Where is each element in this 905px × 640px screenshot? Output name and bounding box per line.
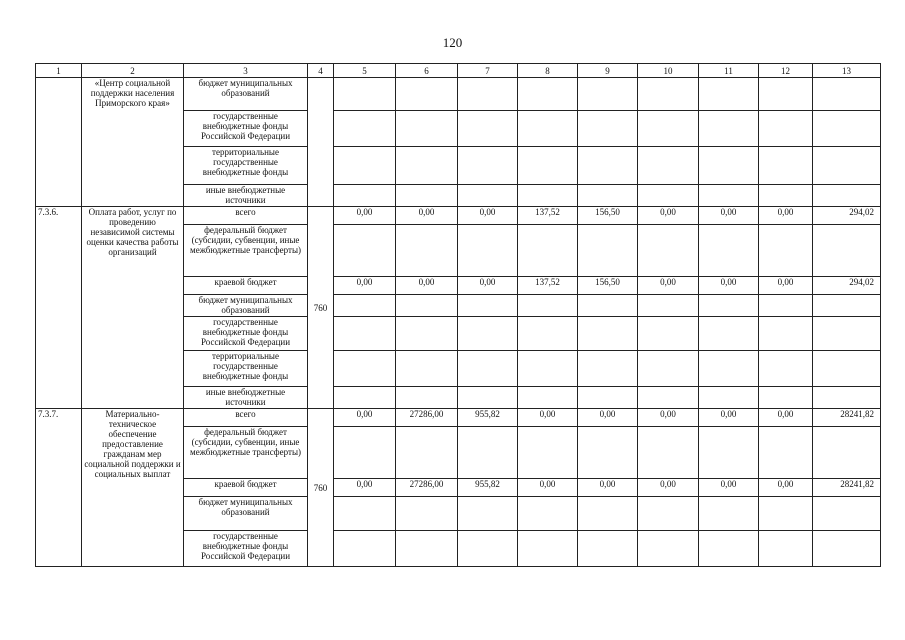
value-cell — [334, 317, 396, 351]
value-cell — [458, 185, 518, 207]
value-cell — [396, 78, 458, 111]
value-cell — [759, 185, 813, 207]
value-cell — [518, 185, 578, 207]
value-cell — [759, 225, 813, 277]
value-cell — [759, 111, 813, 147]
value-cell — [813, 295, 881, 317]
value-cell — [578, 111, 638, 147]
column-number: 5 — [334, 64, 396, 78]
funding-source-cell: федеральный бюджет (субсидии, субвенции, иные межбюджетные трансферты) — [184, 427, 308, 479]
funding-source-cell: иные внебюджетные источники — [184, 185, 308, 207]
funding-source-cell: государственные внебюджетные фонды Российской Федерации — [184, 111, 308, 147]
value-cell — [813, 185, 881, 207]
column-number: 4 — [308, 64, 334, 78]
value-cell — [578, 497, 638, 531]
value-cell — [638, 147, 699, 185]
value-cell — [396, 497, 458, 531]
value-cell — [759, 295, 813, 317]
value-cell — [699, 78, 759, 111]
item-code-cell: 7.3.6. — [36, 207, 82, 409]
value-cell — [518, 351, 578, 387]
value-cell — [699, 317, 759, 351]
value-cell — [638, 427, 699, 479]
value-cell: 0,00 — [759, 479, 813, 497]
value-cell — [638, 497, 699, 531]
value-cell — [458, 147, 518, 185]
value-cell — [759, 317, 813, 351]
column-number: 13 — [813, 64, 881, 78]
funding-source-cell: федеральный бюджет (субсидии, субвенции, иные межбюджетные трансферты) — [184, 225, 308, 277]
value-cell — [813, 351, 881, 387]
budget-table — [35, 63, 881, 567]
value-cell — [458, 531, 518, 567]
value-cell — [759, 497, 813, 531]
column-number: 11 — [699, 64, 759, 78]
value-cell — [638, 225, 699, 277]
value-cell — [638, 111, 699, 147]
value-cell — [638, 78, 699, 111]
value-cell — [813, 531, 881, 567]
value-cell — [699, 111, 759, 147]
value-cell — [759, 387, 813, 409]
value-cell — [458, 78, 518, 111]
value-cell — [458, 497, 518, 531]
value-cell — [396, 295, 458, 317]
value-cell: 294,02 — [813, 207, 881, 225]
value-cell — [334, 78, 396, 111]
value-cell — [699, 351, 759, 387]
value-cell — [458, 317, 518, 351]
value-cell — [518, 295, 578, 317]
value-cell — [638, 531, 699, 567]
value-cell — [578, 147, 638, 185]
value-cell — [458, 387, 518, 409]
value-cell — [699, 225, 759, 277]
value-cell — [334, 225, 396, 277]
value-cell — [396, 147, 458, 185]
value-cell — [518, 225, 578, 277]
value-cell: 137,52 — [518, 207, 578, 225]
value-cell: 27286,00 — [396, 409, 458, 427]
value-cell — [813, 497, 881, 531]
value-cell: 0,00 — [334, 277, 396, 295]
value-cell: 0,00 — [334, 409, 396, 427]
value-cell — [396, 427, 458, 479]
value-cell: 0,00 — [396, 207, 458, 225]
value-cell: 0,00 — [458, 207, 518, 225]
value-cell — [578, 531, 638, 567]
column-number-row — [36, 64, 881, 78]
value-cell: 294,02 — [813, 277, 881, 295]
column-number: 1 — [36, 64, 82, 78]
value-cell: 28241,82 — [813, 479, 881, 497]
value-cell — [699, 185, 759, 207]
value-cell: 27286,00 — [396, 479, 458, 497]
value-cell — [578, 185, 638, 207]
funding-source-cell: бюджет муниципальных образований — [184, 78, 308, 111]
item-name-cell: Оплата работ, услуг по проведению независимой системы оценки качества работы организаций — [82, 207, 184, 409]
value-cell: 0,00 — [458, 277, 518, 295]
value-cell — [518, 111, 578, 147]
value-cell — [458, 295, 518, 317]
value-cell — [396, 111, 458, 147]
value-cell — [396, 387, 458, 409]
value-cell — [638, 387, 699, 409]
value-cell — [699, 147, 759, 185]
kbk-cell: 760 — [308, 207, 334, 409]
value-cell — [699, 531, 759, 567]
value-cell: 0,00 — [638, 277, 699, 295]
value-cell — [578, 295, 638, 317]
value-cell — [518, 147, 578, 185]
funding-source-cell: государственные внебюджетные фонды Российской Федерации — [184, 531, 308, 567]
value-cell — [813, 225, 881, 277]
value-cell — [578, 387, 638, 409]
funding-source-cell: всего — [184, 207, 308, 225]
value-cell: 0,00 — [518, 479, 578, 497]
column-number: 8 — [518, 64, 578, 78]
value-cell — [759, 78, 813, 111]
table-row — [36, 78, 881, 111]
funding-source-cell: бюджет муниципальных образований — [184, 497, 308, 531]
value-cell: 137,52 — [518, 277, 578, 295]
value-cell — [813, 317, 881, 351]
value-cell — [699, 497, 759, 531]
value-cell — [518, 78, 578, 111]
table-row — [36, 409, 881, 427]
value-cell — [518, 427, 578, 479]
column-number: 2 — [82, 64, 184, 78]
value-cell: 156,50 — [578, 207, 638, 225]
funding-source-cell: бюджет муниципальных образований — [184, 295, 308, 317]
value-cell — [334, 497, 396, 531]
value-cell: 0,00 — [396, 277, 458, 295]
page-number: 120 — [442, 35, 463, 50]
value-cell: 0,00 — [334, 479, 396, 497]
value-cell — [518, 317, 578, 351]
kbk-cell: 760 — [308, 409, 334, 567]
value-cell — [458, 225, 518, 277]
item-name-cell: «Центр социальной поддержки населения Приморского края» — [82, 78, 184, 207]
value-cell: 0,00 — [638, 479, 699, 497]
column-number: 10 — [638, 64, 699, 78]
value-cell: 0,00 — [699, 479, 759, 497]
value-cell — [638, 351, 699, 387]
column-number: 6 — [396, 64, 458, 78]
value-cell — [813, 427, 881, 479]
value-cell: 955,82 — [458, 479, 518, 497]
value-cell — [334, 531, 396, 567]
value-cell: 0,00 — [334, 207, 396, 225]
value-cell — [458, 351, 518, 387]
column-number: 7 — [458, 64, 518, 78]
value-cell — [458, 427, 518, 479]
value-cell: 0,00 — [638, 207, 699, 225]
value-cell — [759, 427, 813, 479]
value-cell — [699, 387, 759, 409]
value-cell — [334, 295, 396, 317]
value-cell — [396, 185, 458, 207]
value-cell: 0,00 — [699, 409, 759, 427]
value-cell — [699, 295, 759, 317]
value-cell — [458, 111, 518, 147]
value-cell — [759, 351, 813, 387]
value-cell — [578, 225, 638, 277]
funding-source-cell: краевой бюджет — [184, 479, 308, 497]
item-name-cell: Материально-техническое обеспечение предоставление гражданам мер социальной поддержки и социальных выплат — [82, 409, 184, 567]
value-cell — [759, 147, 813, 185]
value-cell: 0,00 — [759, 207, 813, 225]
value-cell: 0,00 — [699, 277, 759, 295]
value-cell — [334, 351, 396, 387]
funding-source-cell: всего — [184, 409, 308, 427]
value-cell — [396, 225, 458, 277]
value-cell — [396, 531, 458, 567]
value-cell: 0,00 — [638, 409, 699, 427]
kbk-cell — [308, 78, 334, 207]
value-cell — [638, 185, 699, 207]
funding-source-cell: государственные внебюджетные фонды Российской Федерации — [184, 317, 308, 351]
value-cell — [813, 387, 881, 409]
value-cell — [518, 497, 578, 531]
value-cell: 156,50 — [578, 277, 638, 295]
value-cell — [638, 317, 699, 351]
column-number: 12 — [759, 64, 813, 78]
value-cell — [578, 427, 638, 479]
value-cell: 955,82 — [458, 409, 518, 427]
value-cell: 0,00 — [759, 409, 813, 427]
item-code-cell — [36, 78, 82, 207]
value-cell — [759, 531, 813, 567]
value-cell — [334, 387, 396, 409]
value-cell — [813, 78, 881, 111]
value-cell — [518, 531, 578, 567]
value-cell — [813, 147, 881, 185]
column-number: 3 — [184, 64, 308, 78]
value-cell — [578, 351, 638, 387]
value-cell — [813, 111, 881, 147]
value-cell — [396, 351, 458, 387]
value-cell — [334, 111, 396, 147]
value-cell: 0,00 — [518, 409, 578, 427]
value-cell — [334, 185, 396, 207]
value-cell: 0,00 — [759, 277, 813, 295]
table-row — [36, 207, 881, 225]
value-cell — [518, 387, 578, 409]
value-cell — [578, 317, 638, 351]
funding-source-cell: краевой бюджет — [184, 277, 308, 295]
value-cell: 0,00 — [699, 207, 759, 225]
value-cell: 28241,82 — [813, 409, 881, 427]
value-cell: 0,00 — [578, 479, 638, 497]
item-code-cell: 7.3.7. — [36, 409, 82, 567]
funding-source-cell: территориальные государственные внебюджетные фонды — [184, 351, 308, 387]
value-cell: 0,00 — [578, 409, 638, 427]
value-cell — [396, 317, 458, 351]
value-cell — [334, 147, 396, 185]
funding-source-cell: иные внебюджетные источники — [184, 387, 308, 409]
value-cell — [699, 427, 759, 479]
funding-source-cell: территориальные государственные внебюджетные фонды — [184, 147, 308, 185]
value-cell — [334, 427, 396, 479]
value-cell — [578, 78, 638, 111]
column-number: 9 — [578, 64, 638, 78]
value-cell — [638, 295, 699, 317]
